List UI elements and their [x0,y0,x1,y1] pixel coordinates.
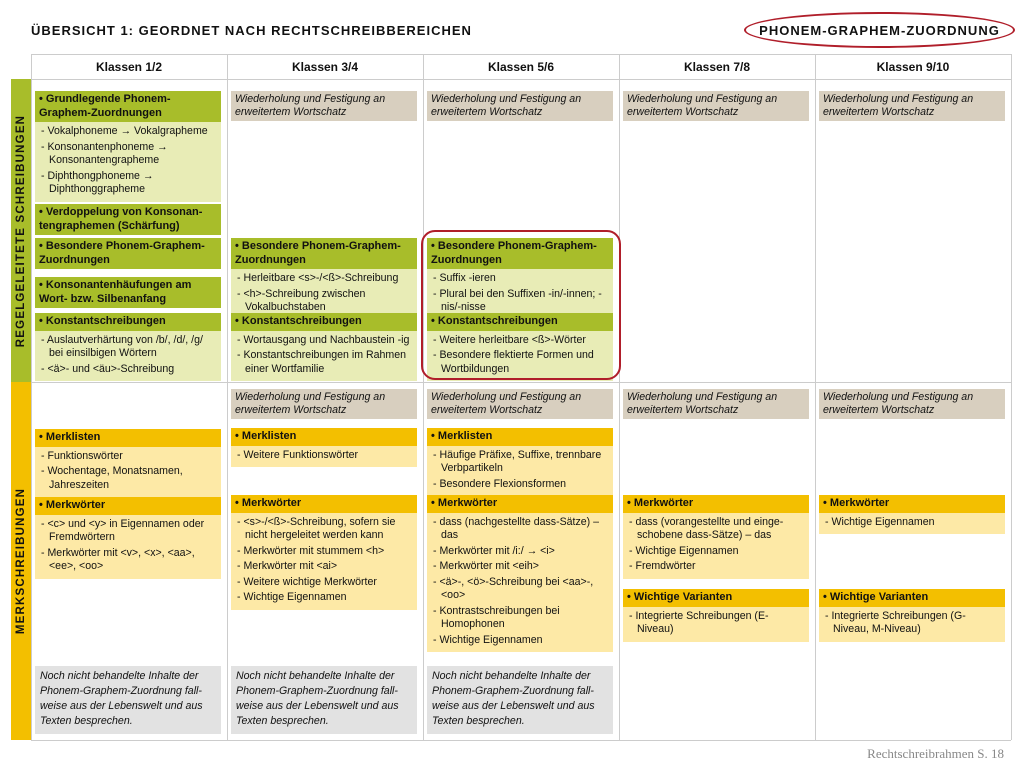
column-header: Klassen 3/4 [291,59,359,74]
topic-box: • Besondere Phonem-Graphem-Zuordnungen - Herleitbare <s>-/<ß>-Schreibung - <h>-Schreibung zwischen Vokalbuchstaben [231,238,417,320]
grid-line [31,54,32,740]
repeat-box: Wiederholung und Festigung an erweitertem Wortschatz [427,91,613,121]
grid-line [31,382,1011,383]
note-box: Noch nicht behandelte Inhalte der Phonem-Graphem-Zuordnung fall-weise aus der Lebenswelt und aus Texten besprechen. [427,666,613,734]
topic-box: • Merklisten - Funktionswörter - Wochentage, Monatsnamen, Jahreszeiten [35,429,221,497]
grid-line [31,79,1011,80]
grid-line [815,54,816,740]
section-label-merk: MERKSCHREIBUNGEN [11,382,31,740]
topic-box: • Konstantschreibungen - Auslautverhärtung von /b/, /d/, /g/ bei einsilbigen Wörtern - <ä>- und <äu>-Schreibung [35,313,221,381]
topic-box: • Besondere Phonem-Graphem-Zuordnungen - Suffix -ieren - Plural bei den Suffixen -in/-innen; -nis/-nisse [427,238,613,320]
topic-box: • Merkwörter - <c> und <y> in Eigennamen oder Fremdwörtern - Merkwörter mit <v>, <x>, <aa>, <ee>, <oo> [35,497,221,579]
note-box: Noch nicht behandelte Inhalte der Phonem-Graphem-Zuordnung fall-weise aus der Lebenswelt und aus Texten besprechen. [231,666,417,734]
column-header: Klassen 1/2 [95,59,163,74]
topic-box: • Wichtige Varianten - Integrierte Schreibungen (G-Niveau, M-Niveau) [819,589,1005,642]
topic-box: • Konstantschreibungen - Wortausgang und Nachbaustein -ig - Konstantschreibungen im Rahmen einer Wortfamilie [231,313,417,381]
page-title: ÜBERSICHT 1: GEORDNET NACH RECHTSCHREIBBEREICHEN [31,23,472,38]
footer-reference: Rechtschreibrahmen S. 18 [867,746,1004,761]
topic-box: • Merklisten - Häufige Präfixe, Suffixe, trennbare Verbpartikeln - Besondere Flexionsformen [427,428,613,496]
repeat-box: Wiederholung und Festigung an erweitertem Wortschatz [623,389,809,419]
topic-tag: PHONEM-GRAPHEM-ZUORDNUNG [744,12,1015,48]
repeat-box: Wiederholung und Festigung an erweitertem Wortschatz [231,91,417,121]
repeat-box: Wiederholung und Festigung an erweitertem Wortschatz [231,389,417,419]
topic-box: • Grundlegende Phonem-Graphem-Zuordnungen - Vokalphoneme → Vokalgrapheme - Konsonantenphoneme → Konsonantengrapheme - Diphthongphoneme → Diphthonggrapheme [35,91,221,202]
column-header: Klassen 9/10 [876,59,950,74]
topic-box: • Merkwörter - dass (nachgestellte dass-Sätze) – das - Merkwörter mit /i:/ → <i> - Merkwörter mit <eih> - <ä>-, <ö>-Schreibung bei <aa>-, <oo> - Kontrastschreibungen bei Homophonen - Wichtige Eigennamen [427,495,613,652]
repeat-box: Wiederholung und Festigung an erweitertem Wortschatz [623,91,809,121]
topic-box: • Merkwörter - Wichtige Eigennamen [819,495,1005,534]
grid-line [1011,54,1012,740]
topic-box: • Merkwörter - dass (vorangestellte und einge-schobene dass-Sätze) – das - Wichtige Eigennamen - Fremdwörter [623,495,809,579]
grid-line [227,54,228,740]
grid-line [619,54,620,740]
grid-line [31,740,1011,741]
repeat-box: Wiederholung und Festigung an erweitertem Wortschatz [427,389,613,419]
section-label-regel: REGELGELEITETE SCHREIBUNGEN [11,79,31,382]
topic-box: • Konsonantenhäufungen am Wort- bzw. Silbenanfang [35,277,221,308]
grid-line [423,54,424,740]
topic-box: • Merklisten - Weitere Funktionswörter [231,428,417,467]
topic-box: • Merkwörter - <s>-/<ß>-Schreibung, sofern sie nicht hergeleitet werden kann - Merkwörter mit stummem <h> - Merkwörter mit <ai> - Weitere wichtige Merkwörter - Wichtige Eigennamen [231,495,417,610]
topic-box: • Wichtige Varianten - Integrierte Schreibungen (E-Niveau) [623,589,809,642]
repeat-box: Wiederholung und Festigung an erweitertem Wortschatz [819,91,1005,121]
repeat-box: Wiederholung und Festigung an erweitertem Wortschatz [819,389,1005,419]
highlight-frame [421,230,621,380]
column-header: Klassen 5/6 [487,59,555,74]
topic-box: • Besondere Phonem-Graphem-Zuordnungen [35,238,221,269]
note-box: Noch nicht behandelte Inhalte der Phonem-Graphem-Zuordnung fall-weise aus der Lebenswelt und aus Texten besprechen. [35,666,221,734]
topic-box: • Konstantschreibungen - Weitere herleitbare <ß>-Wörter - Besondere flektierte Formen und Wortbildungen [427,313,613,381]
topic-box: • Verdoppelung von Konsonan-tengraphemen (Schärfung) [35,204,221,235]
column-header: Klassen 7/8 [683,59,751,74]
